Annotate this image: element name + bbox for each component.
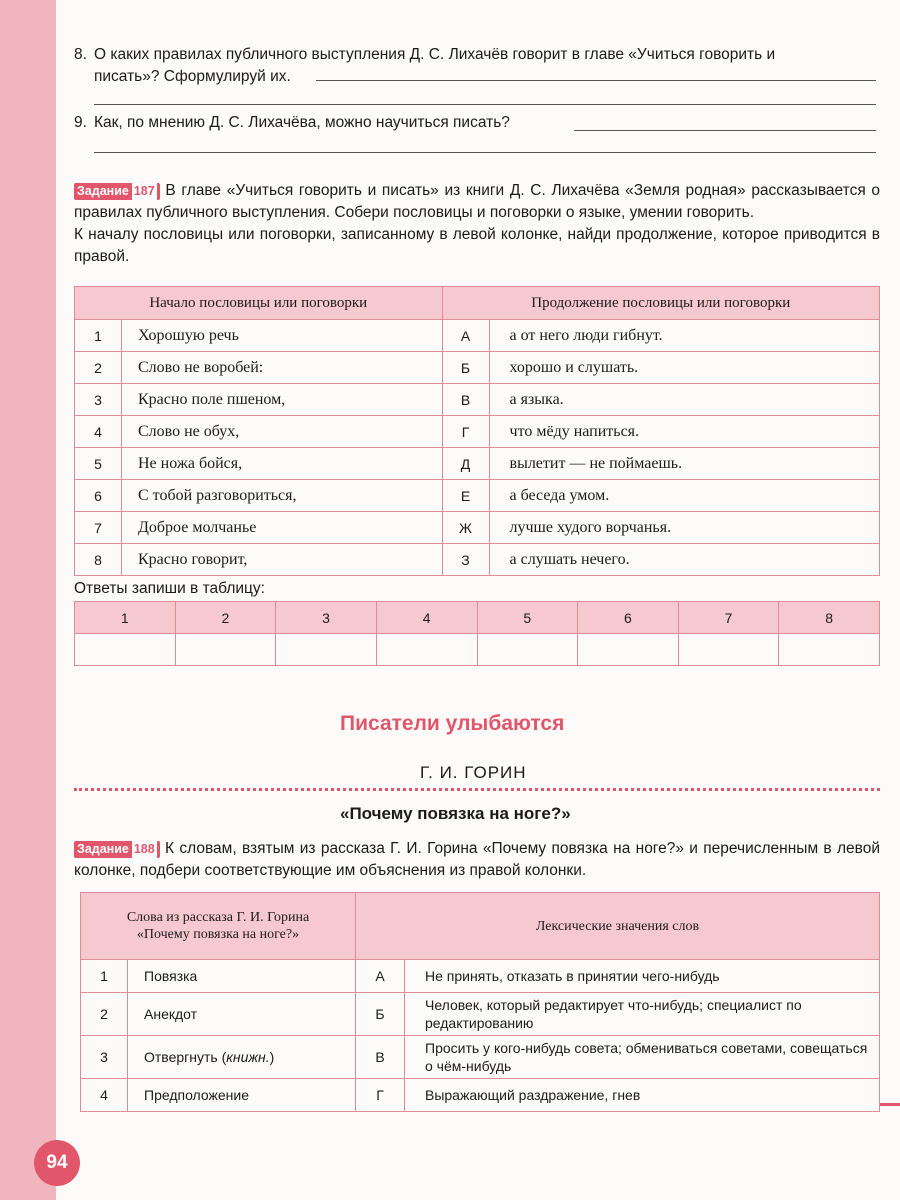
task-number: 187 — [133, 184, 155, 198]
vocab-word — [128, 993, 356, 1036]
proverb-start: Красно говорит, — [122, 544, 443, 576]
proverb-start: Слово не обух, — [122, 416, 443, 448]
row-letter: В — [442, 384, 489, 416]
column-header-meanings: Лексические значения слов — [356, 893, 880, 960]
table-row — [75, 384, 880, 416]
table-row — [81, 993, 880, 1036]
answer-line[interactable] — [316, 80, 876, 81]
proverb-end: хорошо и слушать. — [489, 352, 879, 384]
answers-table — [74, 601, 880, 666]
question-text: О каких правилах публичного выступления Д. С. Лихачёв говорит в главе «Учиться говорить и — [94, 46, 776, 63]
proverb-end: а слушать нечего. — [489, 544, 879, 576]
proverb-end: а языка. — [489, 384, 879, 416]
answer-col-header: 1 — [75, 602, 176, 634]
row-letter: Г — [442, 416, 489, 448]
column-header-end: Продолжение пословицы или поговорки — [442, 287, 879, 320]
table-row — [75, 416, 880, 448]
answer-cell[interactable] — [578, 634, 679, 666]
answer-line[interactable] — [94, 152, 876, 153]
row-number: 4 — [81, 1079, 128, 1112]
proverbs-table — [74, 286, 880, 576]
question-text: Как, по мнению Д. С. Лихачёва, можно научиться писать? — [94, 114, 510, 131]
author-name: Г. И. ГОРИН — [420, 763, 527, 782]
question-text-continued: писать»? Сформулируй их. — [94, 68, 291, 85]
answer-col-header: 6 — [578, 602, 679, 634]
task-number: 188 — [133, 842, 155, 856]
task-188-instructions — [74, 838, 880, 882]
table-row — [75, 480, 880, 512]
row-letter: Е — [442, 480, 489, 512]
row-number: 6 — [75, 480, 122, 512]
dotted-divider — [74, 788, 880, 791]
row-number: 4 — [75, 416, 122, 448]
question-number: 8. — [74, 46, 87, 63]
task-text: К словам, взятым из рассказа Г. И. Горина «Почему повязка на ноге?» и перечисленным в левой колонке, подбери соответствующие им объяснения из правой колонки. — [74, 840, 880, 879]
row-number: 8 — [75, 544, 122, 576]
vocab-word-note: книжн. — [226, 1049, 270, 1065]
question-8 — [74, 44, 880, 88]
vocabulary-table — [80, 892, 880, 1112]
row-number: 7 — [75, 512, 122, 544]
row-letter: А — [442, 320, 489, 352]
answers-input-row — [75, 634, 880, 666]
vocab-meaning: Просить у кого-нибудь совета; обмениваться советами, совещаться о чём-нибудь — [405, 1036, 880, 1079]
proverb-start: Не ножа бойся, — [122, 448, 443, 480]
table-header-row — [75, 287, 880, 320]
table-row — [81, 960, 880, 993]
row-number: 2 — [81, 993, 128, 1036]
answer-col-header: 2 — [175, 602, 276, 634]
answer-line[interactable] — [94, 104, 876, 105]
vocab-word — [128, 960, 356, 993]
answer-cell[interactable] — [276, 634, 377, 666]
row-number: 3 — [75, 384, 122, 416]
task-187-instructions — [74, 180, 880, 268]
answer-cell[interactable] — [779, 634, 880, 666]
proverb-end: а от него люди гибнут. — [489, 320, 879, 352]
task-badge-label: Задание — [77, 842, 129, 856]
proverb-start: Хорошую речь — [122, 320, 443, 352]
table-header-row — [81, 893, 880, 960]
table-row — [75, 448, 880, 480]
table-row — [75, 544, 880, 576]
row-number: 1 — [75, 320, 122, 352]
answers-label: Ответы запиши в таблицу: — [74, 580, 265, 597]
question-9 — [74, 112, 510, 134]
vocab-meaning: Выражающий раздражение, гнев — [405, 1079, 880, 1112]
row-number: 1 — [81, 960, 128, 993]
proverb-end: а беседа умом. — [489, 480, 879, 512]
row-number: 2 — [75, 352, 122, 384]
page-number: 94 — [34, 1140, 80, 1186]
edge-marker — [880, 1103, 900, 1106]
answer-col-header: 7 — [678, 602, 779, 634]
proverb-start: Доброе молчанье — [122, 512, 443, 544]
row-letter: В — [356, 1036, 405, 1079]
page-margin-strip — [0, 0, 56, 1200]
row-letter: Д — [442, 448, 489, 480]
vocab-word-text: Предположение — [144, 1087, 249, 1103]
proverb-end: вылетит — не поймаешь. — [489, 448, 879, 480]
proverb-start: Красно поле пшеном, — [122, 384, 443, 416]
column-header-words: Слова из рассказа Г. И. Горина «Почему повязка на ноге?» — [81, 893, 356, 960]
answer-cell[interactable] — [477, 634, 578, 666]
vocab-meaning: Не принять, отказать в принятии чего-нибудь — [405, 960, 880, 993]
answer-col-header: 5 — [477, 602, 578, 634]
task-text-2: К началу пословицы или поговорки, записанному в левой колонке, найди продолжение, которое приводится в правой. — [74, 226, 880, 265]
proverb-end: лучше худого ворчанья. — [489, 512, 879, 544]
answer-col-header: 8 — [779, 602, 880, 634]
column-header-start: Начало пословицы или поговорки — [75, 287, 443, 320]
vocab-word-text: Повязка — [144, 968, 198, 984]
vocab-meaning: Человек, который редактирует что-нибудь; специалист по редактированию — [405, 993, 880, 1036]
answers-header-row — [75, 602, 880, 634]
task-badge — [74, 841, 160, 858]
task-badge-label: Задание — [77, 184, 129, 198]
proverb-start: Слово не воробей: — [122, 352, 443, 384]
row-letter: Б — [356, 993, 405, 1036]
task-text: В главе «Учиться говорить и писать» из книги Д. С. Лихачёва «Земля родная» рассказывается о правилах публичного выступления. Собери пословицы и поговорки о языке, умении говорить. — [74, 182, 881, 221]
row-number: 3 — [81, 1036, 128, 1079]
question-number: 9. — [74, 114, 87, 131]
answer-cell[interactable] — [75, 634, 176, 666]
answer-col-header: 4 — [376, 602, 477, 634]
proverb-end: что мёду напиться. — [489, 416, 879, 448]
answer-cell[interactable] — [175, 634, 276, 666]
answer-cell[interactable] — [376, 634, 477, 666]
table-row — [75, 352, 880, 384]
row-letter: Ж — [442, 512, 489, 544]
proverb-start: С тобой разговориться, — [122, 480, 443, 512]
task-badge — [74, 183, 160, 200]
table-row — [75, 320, 880, 352]
vocab-word-text: Отвергнуть — [144, 1049, 218, 1065]
row-letter: А — [356, 960, 405, 993]
answer-cell[interactable] — [678, 634, 779, 666]
table-row — [81, 1079, 880, 1112]
answer-line[interactable] — [574, 130, 876, 131]
row-letter: З — [442, 544, 489, 576]
row-letter: Г — [356, 1079, 405, 1112]
answer-col-header: 3 — [276, 602, 377, 634]
vocab-word: Отвергнуть (книжн.) — [128, 1036, 356, 1079]
row-number: 5 — [75, 448, 122, 480]
table-row — [81, 1036, 880, 1079]
vocab-word-text: Анекдот — [144, 1006, 198, 1022]
story-title: «Почему повязка на ноге?» — [340, 804, 571, 823]
row-letter: Б — [442, 352, 489, 384]
vocab-word — [128, 1079, 356, 1112]
table-row — [75, 512, 880, 544]
section-title: Писатели улыбаются — [340, 712, 565, 735]
